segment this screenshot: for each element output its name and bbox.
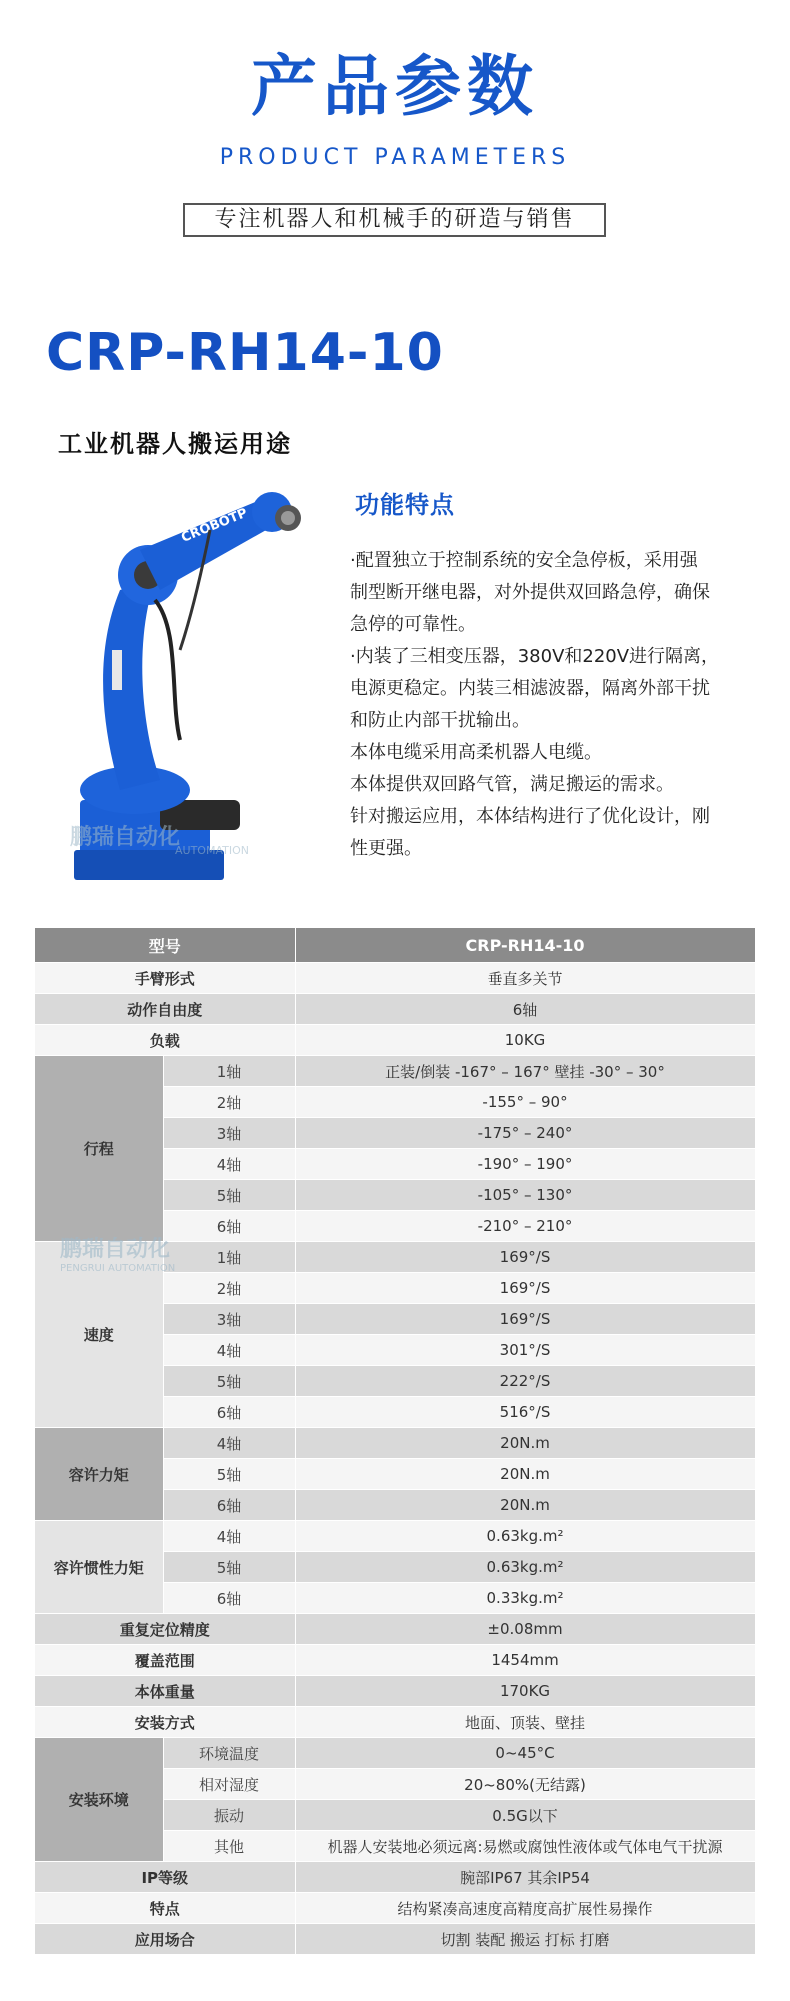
feature-line: 制型断开继电器，对外提供双回路急停，确保 xyxy=(350,582,710,603)
env-label: 振动 xyxy=(163,1800,295,1831)
table-row xyxy=(35,994,755,1025)
row-value: 0.33kg.m² xyxy=(295,1583,755,1614)
table-row xyxy=(35,1428,755,1459)
row-value: 切割 装配 搬运 打标 打磨 xyxy=(295,1924,755,1955)
table-row xyxy=(35,1924,755,1955)
axis-label: 4轴 xyxy=(163,1149,295,1180)
row-label: 本体重量 xyxy=(35,1676,295,1707)
row-value: -210° – 210° xyxy=(295,1211,755,1242)
axis-label: 4轴 xyxy=(163,1521,295,1552)
axis-label: 3轴 xyxy=(163,1118,295,1149)
row-value: 垂直多关节 xyxy=(295,963,755,994)
row-value: 0.63kg.m² xyxy=(295,1521,755,1552)
feature-line: 电源更稳定。内装三相滤波器，隔离外部干扰 xyxy=(350,678,710,699)
row-label: 特点 xyxy=(35,1893,295,1924)
watermark-text: 鹏瑞自动化 xyxy=(60,1237,171,1262)
table-row xyxy=(35,1707,755,1738)
table-watermark xyxy=(60,1232,175,1274)
row-value: 0.5G以下 xyxy=(295,1800,755,1831)
axis-label: 6轴 xyxy=(163,1211,295,1242)
model-name: CRP-RH14-10 xyxy=(46,323,444,383)
row-value: 6轴 xyxy=(295,994,755,1025)
slogan-box: 专注机器人和机械手的研造与销售 xyxy=(183,203,606,237)
row-value: 1454mm xyxy=(295,1645,755,1676)
table-row xyxy=(35,1614,755,1645)
spec-table xyxy=(35,928,756,1955)
row-value: 0~45°C xyxy=(295,1738,755,1769)
axis-label: 2轴 xyxy=(163,1273,295,1304)
row-value: 10KG xyxy=(295,1025,755,1056)
row-value: 地面、顶装、壁挂 xyxy=(295,1707,755,1738)
product-subtitle: 工业机器人搬运用途 xyxy=(58,430,292,458)
row-label: 重复定位精度 xyxy=(35,1614,295,1645)
axis-label: 3轴 xyxy=(163,1304,295,1335)
header-label: 型号 xyxy=(35,928,295,963)
axis-label: 5轴 xyxy=(163,1366,295,1397)
feature-line: ·配置独立于控制系统的安全急停板，采用强 xyxy=(350,550,698,571)
row-label: 安装方式 xyxy=(35,1707,295,1738)
row-value: 516°/S xyxy=(295,1397,755,1428)
axis-label: 1轴 xyxy=(163,1056,295,1087)
row-label: 动作自由度 xyxy=(35,994,295,1025)
table-row xyxy=(35,1025,755,1056)
header-value: CRP-RH14-10 xyxy=(295,928,755,963)
page-subtitle-en: PRODUCT PARAMETERS xyxy=(219,145,571,170)
feature-line: 性更强。 xyxy=(350,838,422,859)
axis-label: 6轴 xyxy=(163,1490,295,1521)
row-value: ±0.08mm xyxy=(295,1614,755,1645)
row-label: 手臂形式 xyxy=(35,963,295,994)
feature-line: 和防止内部干扰输出。 xyxy=(350,710,530,731)
watermark-logo-en: AUTOMATION xyxy=(175,844,249,857)
row-value: 20N.m xyxy=(295,1428,755,1459)
table-row xyxy=(35,963,755,994)
row-value: 0.63kg.m² xyxy=(295,1552,755,1583)
row-value: 222°/S xyxy=(295,1366,755,1397)
axis-label: 5轴 xyxy=(163,1180,295,1211)
row-label: IP等级 xyxy=(35,1862,295,1893)
table-row xyxy=(35,1676,755,1707)
row-value: -155° – 90° xyxy=(295,1087,755,1118)
row-value: 20N.m xyxy=(295,1490,755,1521)
group-label-torque: 容许力矩 xyxy=(35,1428,163,1521)
row-value: 腕部IP67 其余IP54 xyxy=(295,1862,755,1893)
group-label-speed: 速度 xyxy=(35,1242,163,1428)
row-value: 169°/S xyxy=(295,1273,755,1304)
axis-label: 2轴 xyxy=(163,1087,295,1118)
watermark-text-en: PENGRUI AUTOMATION xyxy=(60,1263,176,1274)
axis-label: 6轴 xyxy=(163,1583,295,1614)
feature-line: 急停的可靠性。 xyxy=(350,614,476,635)
row-value: 301°/S xyxy=(295,1335,755,1366)
table-row xyxy=(35,1521,755,1552)
axis-label: 5轴 xyxy=(163,1552,295,1583)
group-label-stroke: 行程 xyxy=(35,1056,163,1242)
row-label: 覆盖范围 xyxy=(35,1645,295,1676)
axis-label: 6轴 xyxy=(163,1397,295,1428)
env-label: 环境温度 xyxy=(163,1738,295,1769)
table-header-row xyxy=(35,928,755,963)
axis-label: 4轴 xyxy=(163,1335,295,1366)
row-value: 169°/S xyxy=(295,1242,755,1273)
table-row xyxy=(35,1056,755,1087)
row-label: 负载 xyxy=(35,1025,295,1056)
env-label: 相对湿度 xyxy=(163,1769,295,1800)
feature-line: 针对搬运应用，本体结构进行了优化设计，刚 xyxy=(350,806,710,827)
features-title: 功能特点 xyxy=(355,491,455,519)
row-value: 169°/S xyxy=(295,1304,755,1335)
axis-label: 5轴 xyxy=(163,1459,295,1490)
watermark-logo: 鹏瑞自动化 xyxy=(70,825,181,850)
features-text xyxy=(350,545,765,865)
table-row xyxy=(35,1645,755,1676)
row-value: -175° – 240° xyxy=(295,1118,755,1149)
row-value: 20N.m xyxy=(295,1459,755,1490)
group-label-env: 安装环境 xyxy=(35,1738,163,1862)
feature-line: 本体电缆采用高柔机器人电缆。 xyxy=(350,742,602,763)
feature-line: ·内装了三相变压器，380V和220V进行隔离， xyxy=(350,646,720,667)
row-value: 170KG xyxy=(295,1676,755,1707)
table-row xyxy=(35,1862,755,1893)
feature-line: 本体提供双回路气管，满足搬运的需求。 xyxy=(350,774,674,795)
axis-label: 4轴 xyxy=(163,1428,295,1459)
row-value: 20~80%(无结露) xyxy=(295,1769,755,1800)
axis-label: 1轴 xyxy=(163,1242,295,1273)
table-row xyxy=(35,1893,755,1924)
row-value: 结构紧凑高速度高精度高扩展性易操作 xyxy=(295,1893,755,1924)
group-label-inertia: 容许惯性力矩 xyxy=(35,1521,163,1614)
row-label: 应用场合 xyxy=(35,1924,295,1955)
page-title: 产品参数 xyxy=(251,48,539,125)
row-value: -190° – 190° xyxy=(295,1149,755,1180)
robot-brand-label: CROBOTP xyxy=(179,505,250,546)
row-value: 机器人安装地必须远离:易燃或腐蚀性液体或气体电气干扰源 xyxy=(295,1831,755,1862)
table-row xyxy=(35,1738,755,1769)
row-value: 正装/倒装 -167° – 167° 壁挂 -30° – 30° xyxy=(295,1056,755,1087)
env-label: 其他 xyxy=(163,1831,295,1862)
row-value: -105° – 130° xyxy=(295,1180,755,1211)
